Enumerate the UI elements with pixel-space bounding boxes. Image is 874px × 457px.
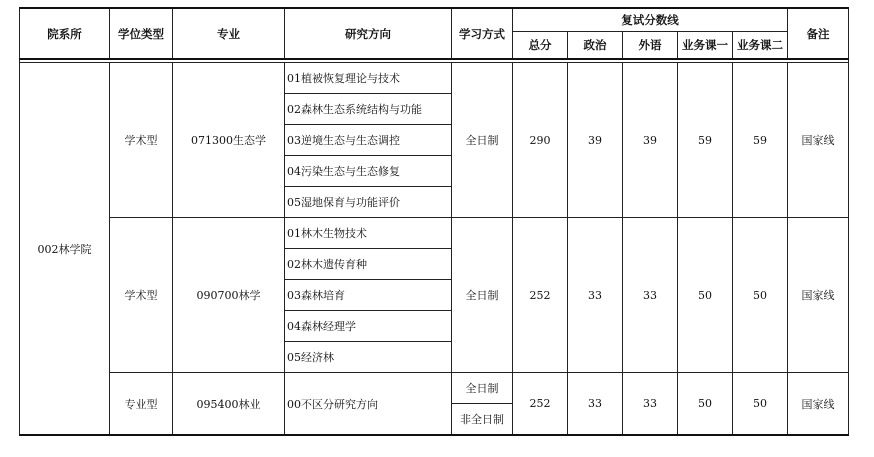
table-row (20, 218, 849, 249)
header-research-direction: 研究方向 (285, 8, 452, 59)
study-mode-cell: 非全日制 (452, 404, 513, 436)
remarks-cell: 国家线 (788, 218, 849, 373)
header-foreign-language: 外语 (623, 32, 678, 60)
direction-cell: 03逆境生态与生态调控 (285, 125, 452, 156)
course-one-score-cell: 59 (678, 63, 733, 218)
degree-type-cell: 学术型 (110, 63, 173, 218)
remarks-cell: 国家线 (788, 373, 849, 436)
admission-score-table (19, 7, 849, 436)
header-department: 院系所 (20, 8, 110, 59)
remarks-cell: 国家线 (788, 63, 849, 218)
direction-cell: 02林木遗传育种 (285, 249, 452, 280)
header-degree-type: 学位类型 (110, 8, 173, 59)
major-cell: 090700林学 (173, 218, 285, 373)
direction-cell: 03森林培育 (285, 280, 452, 311)
course-one-score-cell: 50 (678, 373, 733, 436)
direction-cell: 04森林经理学 (285, 311, 452, 342)
course-one-score-cell: 50 (678, 218, 733, 373)
course-two-score-cell: 50 (733, 218, 788, 373)
study-mode-cell: 全日制 (452, 63, 513, 218)
header-total: 总分 (513, 32, 568, 60)
header-remarks: 备注 (788, 8, 849, 59)
header-major: 专业 (173, 8, 285, 59)
direction-cell: 05经济林 (285, 342, 452, 373)
foreign-language-score-cell: 39 (623, 63, 678, 218)
header-politics: 政治 (568, 32, 623, 60)
politics-score-cell: 33 (568, 373, 623, 436)
major-cell: 071300生态学 (173, 63, 285, 218)
politics-score-cell: 39 (568, 63, 623, 218)
table-row (20, 63, 849, 94)
foreign-language-score-cell: 33 (623, 218, 678, 373)
direction-cell: 01林木生物技术 (285, 218, 452, 249)
direction-cell: 04污染生态与生态修复 (285, 156, 452, 187)
politics-score-cell: 33 (568, 218, 623, 373)
major-cell: 095400林业 (173, 373, 285, 436)
total-score-cell: 252 (513, 218, 568, 373)
direction-cell: 05湿地保育与功能评价 (285, 187, 452, 218)
total-score-cell: 290 (513, 63, 568, 218)
header-retest-score-line: 复试分数线 (513, 8, 788, 32)
study-mode-cell: 全日制 (452, 218, 513, 373)
table-row (20, 373, 849, 404)
degree-type-cell: 专业型 (110, 373, 173, 436)
course-two-score-cell: 59 (733, 63, 788, 218)
course-two-score-cell: 50 (733, 373, 788, 436)
direction-cell: 01植被恢复理论与技术 (285, 63, 452, 94)
total-score-cell: 252 (513, 373, 568, 436)
department-cell: 002林学院 (20, 63, 110, 436)
header-course-two: 业务课二 (733, 32, 788, 60)
foreign-language-score-cell: 33 (623, 373, 678, 436)
header-course-one: 业务课一 (678, 32, 733, 60)
header-study-mode: 学习方式 (452, 8, 513, 59)
degree-type-cell: 学术型 (110, 218, 173, 373)
study-mode-cell: 全日制 (452, 373, 513, 404)
direction-cell: 00不区分研究方向 (285, 373, 452, 436)
direction-cell: 02森林生态系统结构与功能 (285, 94, 452, 125)
